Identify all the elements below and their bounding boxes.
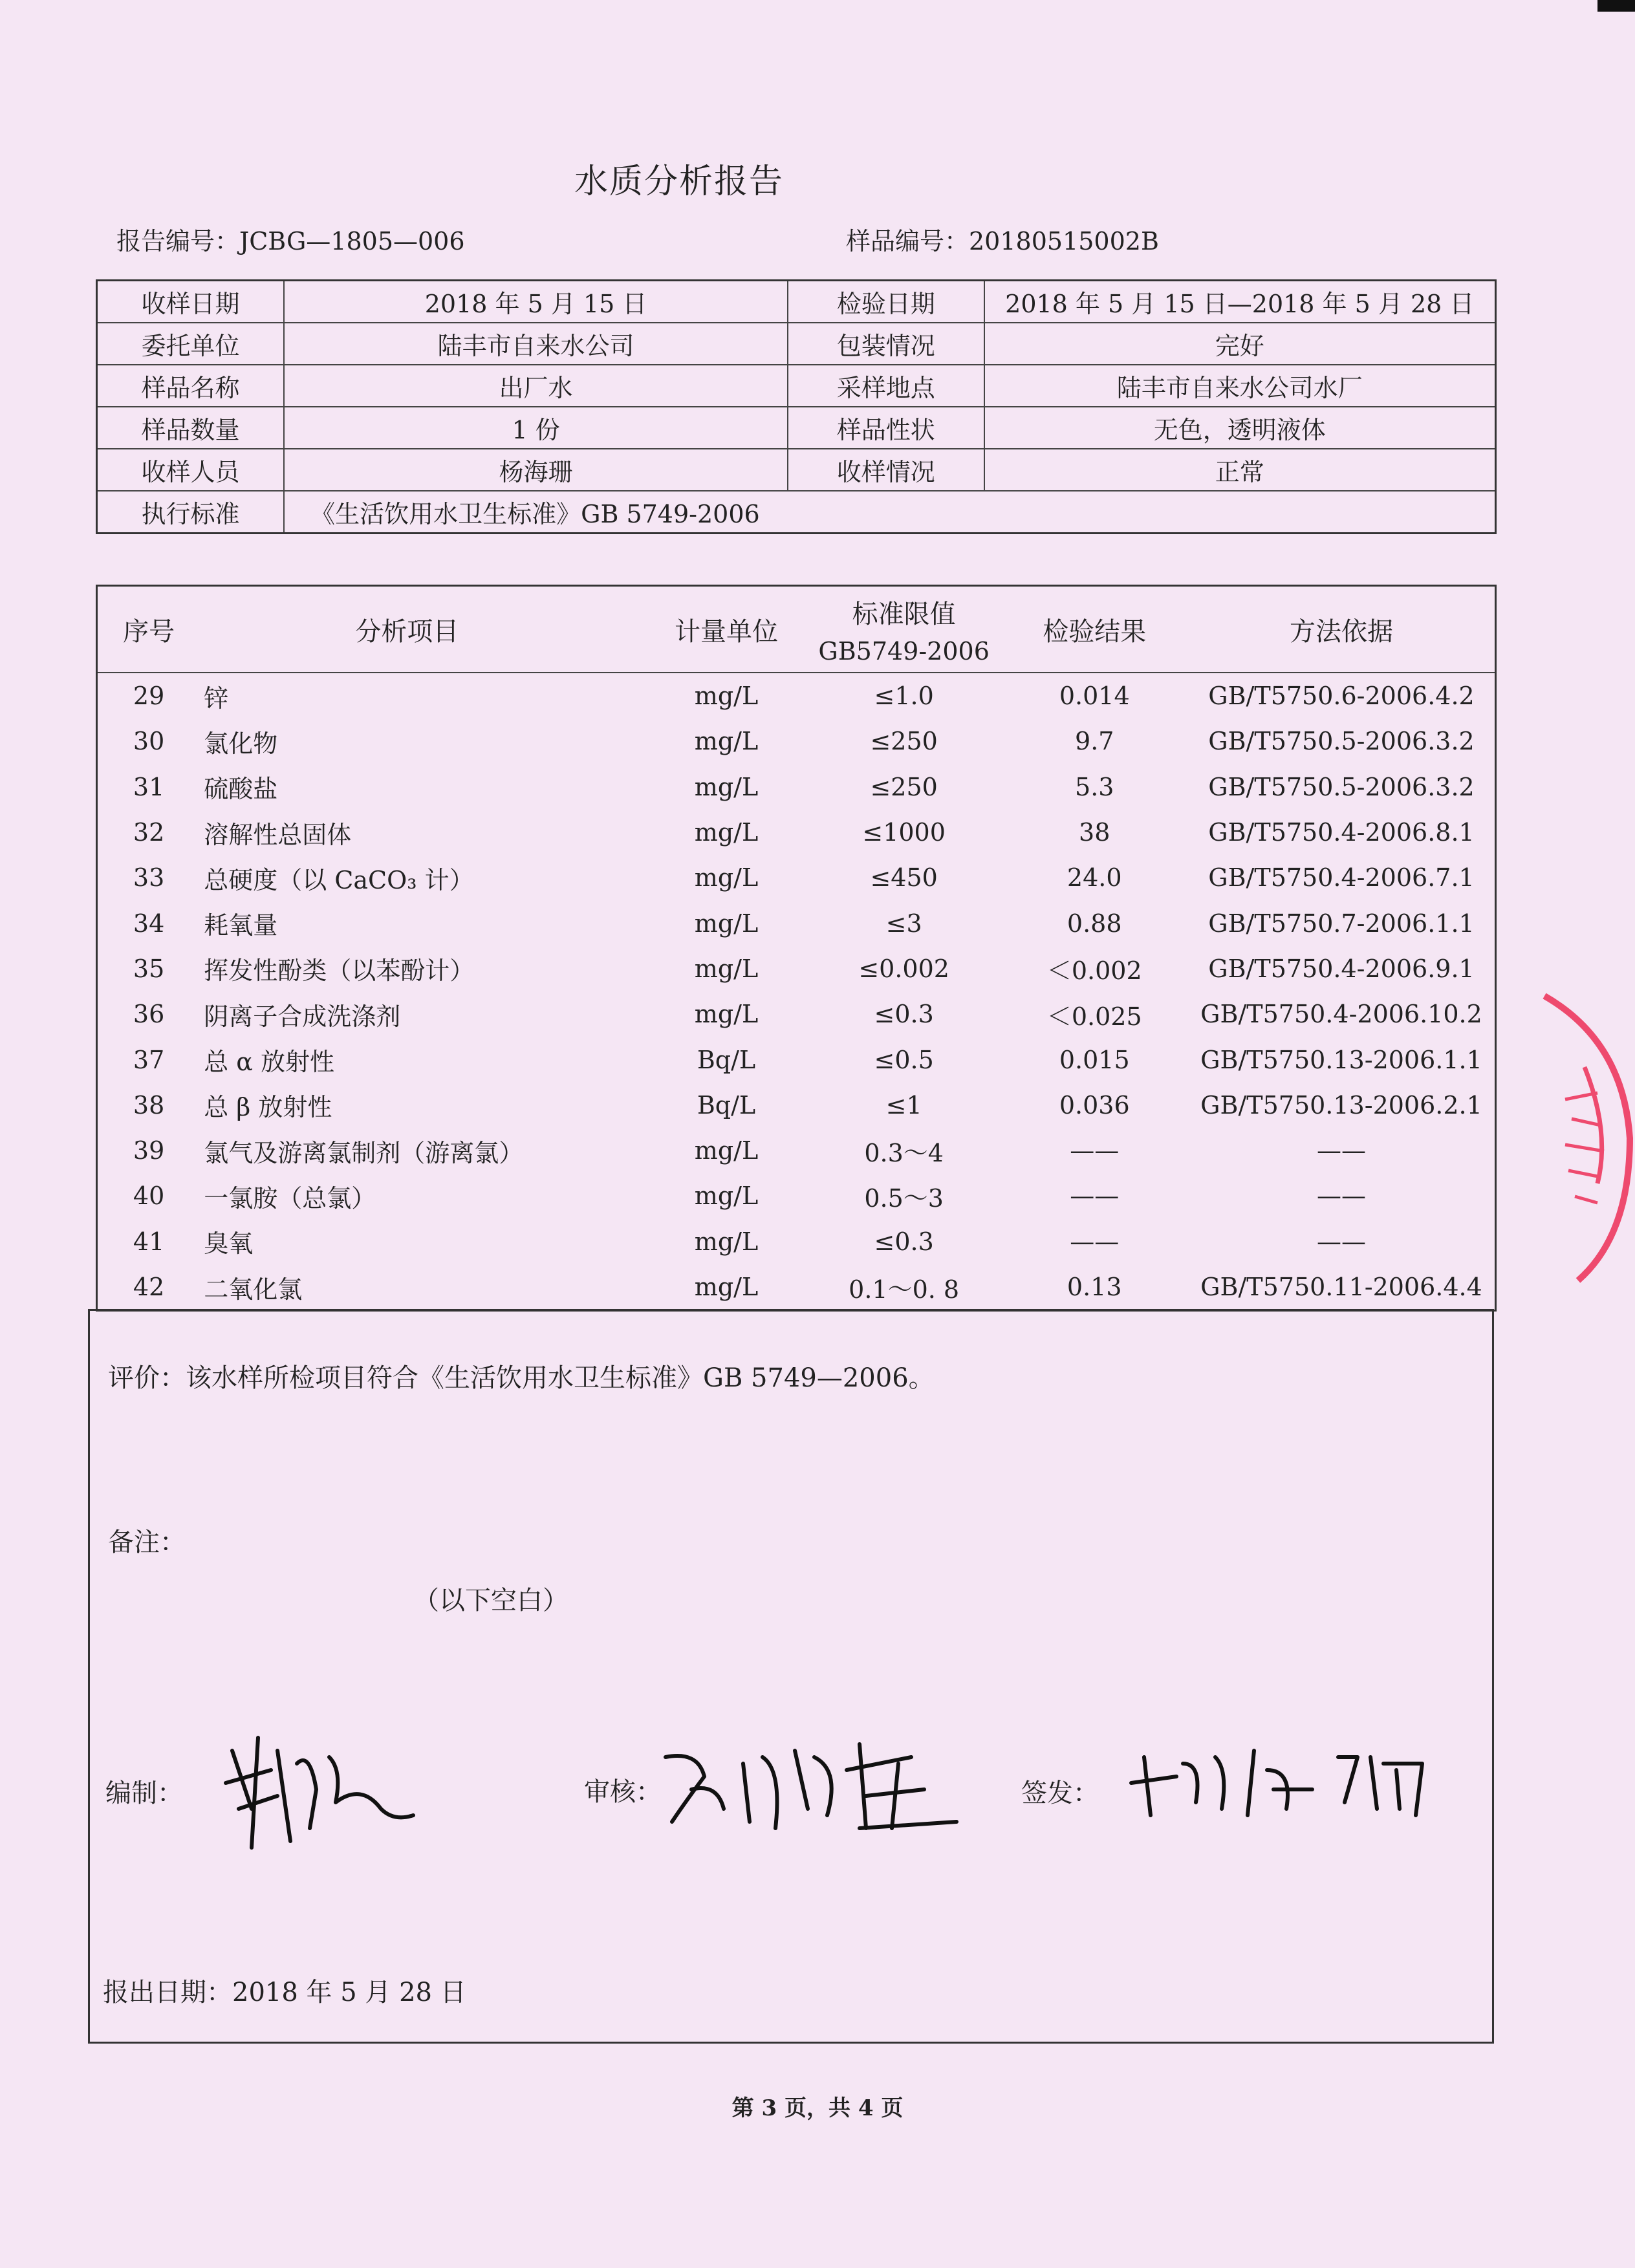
reviewer-signature [653,1731,989,1848]
result-item: 二氧化氯 [204,1275,303,1304]
result-unit: Bq/L [697,1090,756,1119]
result-no: 36 [133,1000,165,1029]
result-method: GB/T5750.13-2006.1.1 [1200,1045,1482,1074]
result-row [97,855,1496,900]
result-row [97,1128,1496,1173]
standard-row [97,491,1496,534]
result-result: 0.014 [1059,682,1130,711]
result-item: 耗氧量 [204,911,278,940]
report-date: 报出日期：2018 年 5 月 28 日 [103,1978,466,2007]
result-limit: 0.5～3 [864,1183,944,1213]
remarks-label: 备注： [108,1528,186,1557]
info-value: 完好 [984,323,1496,365]
header-limit [807,586,1001,673]
result-item: 阴离子合成洗涤剂 [204,1002,401,1031]
result-item: 锌 [204,684,229,713]
report-title: 水质分析报告 [574,162,784,201]
result-row [97,1083,1496,1128]
result-unit: Bq/L [697,1045,756,1074]
result-method: GB/T5750.4-2006.10.2 [1200,1000,1482,1029]
info-label: 收样日期 [97,281,285,323]
info-label: 样品名称 [97,365,285,407]
result-limit: ≤250 [870,772,938,801]
result-result: 0.13 [1067,1273,1122,1301]
issuer-signature [1125,1731,1461,1828]
info-label: 样品数量 [97,407,285,449]
result-result: 5.3 [1075,772,1114,801]
result-result: 0.015 [1059,1045,1130,1074]
result-row [97,1219,1496,1264]
info-value: 正常 [984,449,1496,491]
info-value: 无色，透明液体 [984,407,1496,449]
result-row [97,1037,1496,1082]
info-label: 委托单位 [97,323,285,365]
header-result: 检验结果 [1001,586,1188,673]
result-result: —— [1070,1227,1120,1256]
info-row [97,449,1496,491]
results-table [96,585,1497,1312]
result-no: 38 [133,1090,165,1119]
result-unit: mg/L [694,1000,759,1029]
result-no: 41 [133,1227,165,1256]
result-result: ＜0.025 [1046,1002,1142,1031]
results-header-row [97,586,1496,673]
result-result: —— [1070,1136,1120,1165]
result-row [97,991,1496,1037]
result-limit: ≤1.0 [874,682,934,711]
info-label: 检验日期 [788,281,984,323]
result-unit: mg/L [694,1227,759,1256]
result-result: 0.88 [1067,909,1122,938]
result-unit: mg/L [694,909,759,938]
result-item: 一氯胺（总氯） [204,1183,376,1213]
result-limit: ≤3 [885,909,922,938]
result-item: 臭氧 [204,1229,254,1258]
result-method: GB/T5750.6-2006.4.2 [1208,682,1475,711]
info-value: 2018 年 5 月 15 日—2018 年 5 月 28 日 [984,281,1496,323]
result-item: 氯气及游离氯制剂（游离氯） [204,1138,524,1167]
result-limit: ≤250 [870,727,938,756]
result-method: —— [1317,1182,1366,1211]
result-item: 挥发性酚类（以苯酚计） [204,956,475,986]
info-label: 样品性状 [788,407,984,449]
result-row [97,718,1496,764]
result-row [97,1173,1496,1218]
info-value: 1 份 [284,407,788,449]
result-unit: mg/L [694,818,759,847]
result-no: 34 [133,909,165,938]
result-limit: ≤1000 [862,818,946,847]
result-row [97,946,1496,991]
info-value: 2018 年 5 月 15 日 [284,281,788,323]
result-no: 40 [133,1182,165,1211]
sample-number: 样品编号：20180515002B [846,227,1159,255]
result-limit: ≤0.002 [858,954,949,983]
result-item: 总 β 放射性 [204,1093,332,1122]
result-no: 35 [133,954,165,983]
header-limit-line2: GB5749-2006 [818,636,990,665]
info-value: 陆丰市自来水公司 [284,323,788,365]
result-method: —— [1317,1136,1366,1165]
sample-info-table [96,279,1497,534]
result-no: 31 [133,772,165,801]
result-item: 氯化物 [204,729,278,758]
red-seal [1539,989,1635,1287]
page-footer: 第 3 页，共 4 页 [731,2095,904,2121]
result-method: GB/T5750.4-2006.8.1 [1208,818,1475,847]
result-method: GB/T5750.5-2006.3.2 [1208,772,1475,801]
result-method: —— [1317,1227,1366,1256]
result-unit: mg/L [694,682,759,711]
compiler-signature [213,1712,426,1867]
result-unit: mg/L [694,1273,759,1301]
result-method: GB/T5750.4-2006.7.1 [1208,863,1475,892]
result-unit: mg/L [694,954,759,983]
result-no: 37 [133,1045,165,1074]
result-row [97,810,1496,855]
result-unit: mg/L [694,772,759,801]
result-row [97,1264,1496,1311]
result-result: 24.0 [1067,863,1122,892]
result-result: —— [1070,1182,1120,1211]
result-unit: mg/L [694,1136,759,1165]
header-item: 分析项目 [200,586,645,673]
result-limit: ≤0.3 [874,1000,934,1029]
info-label: 包装情况 [788,323,984,365]
header-unit: 计量单位 [645,586,807,673]
info-value: 出厂水 [284,365,788,407]
result-row [97,900,1496,945]
info-row [97,281,1496,323]
result-limit: 0.1～0. 8 [849,1275,960,1304]
header-no: 序号 [97,586,200,673]
header-limit-line1: 标准限值 [852,599,956,629]
result-result: 0.036 [1059,1090,1130,1119]
evaluation-box [88,1309,1494,2044]
result-limit: ≤1 [885,1090,922,1119]
result-item: 溶解性总固体 [204,820,352,849]
result-row [97,673,1496,718]
standard-value: 《生活饮用水卫生标准》GB 5749-2006 [284,491,1495,534]
result-no: 30 [133,727,165,756]
result-result: ＜0.002 [1046,956,1142,986]
info-row [97,407,1496,449]
result-method: GB/T5750.7-2006.1.1 [1208,909,1475,938]
report-number: 报告编号：JCBG—1805—006 [116,227,465,255]
info-row [97,323,1496,365]
compiled-label: 编制： [105,1778,183,1808]
result-result: 38 [1079,818,1110,847]
issued-label: 签发： [1021,1778,1099,1808]
result-result: 9.7 [1075,727,1114,756]
result-limit: 0.3～4 [864,1138,944,1167]
info-label: 收样情况 [788,449,984,491]
info-value: 陆丰市自来水公司水厂 [984,365,1496,407]
result-row [97,764,1496,810]
result-limit: ≤450 [870,863,938,892]
result-no: 42 [133,1273,165,1301]
header-method: 方法依据 [1188,586,1496,673]
blank-note: （以下空白） [413,1586,568,1615]
evaluation-text: 评价：该水样所检项目符合《生活饮用水卫生标准》GB 5749—2006。 [108,1363,935,1393]
result-limit: ≤0.5 [874,1045,934,1074]
result-method: GB/T5750.11-2006.4.4 [1200,1273,1482,1301]
result-unit: mg/L [694,727,759,756]
result-method: GB/T5750.4-2006.9.1 [1208,954,1475,983]
scan-edge-mark [1597,0,1635,12]
result-method: GB/T5750.5-2006.3.2 [1208,727,1475,756]
result-limit: ≤0.3 [874,1227,934,1256]
result-unit: mg/L [694,863,759,892]
standard-label: 执行标准 [97,491,285,534]
result-no: 33 [133,863,165,892]
result-item: 总 α 放射性 [204,1048,335,1077]
info-row [97,365,1496,407]
result-item: 总硬度（以 CaCO₃ 计） [204,865,474,894]
result-no: 29 [133,682,165,711]
info-label: 采样地点 [788,365,984,407]
result-unit: mg/L [694,1182,759,1211]
result-no: 32 [133,818,165,847]
result-method: GB/T5750.13-2006.2.1 [1200,1090,1482,1119]
result-no: 39 [133,1136,165,1165]
reviewed-label: 审核： [584,1777,662,1807]
info-value: 杨海珊 [284,449,788,491]
result-item: 硫酸盐 [204,775,278,804]
info-label: 收样人员 [97,449,285,491]
